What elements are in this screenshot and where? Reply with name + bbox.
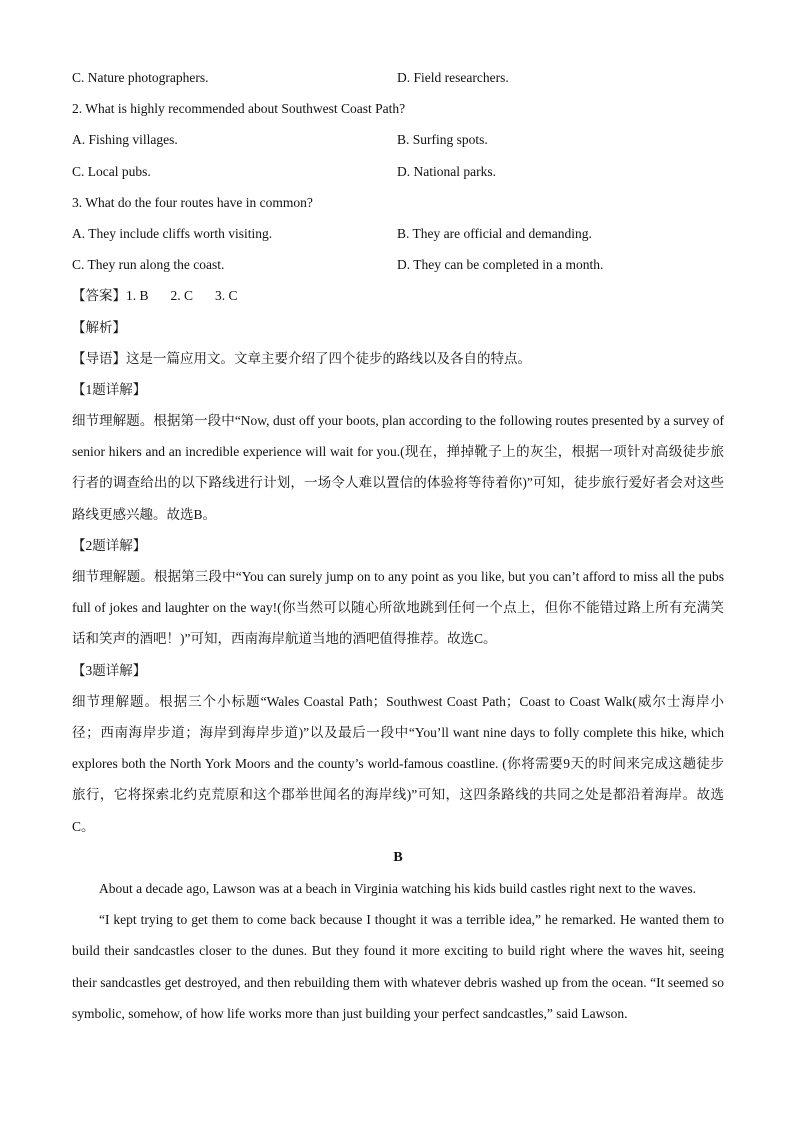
q2-options-cd <box>72 156 724 187</box>
q3-options-ab <box>72 218 724 249</box>
q1-option-c: C. Nature photographers. <box>72 70 209 85</box>
q3-option-a: A. They include cliffs worth visiting. <box>72 225 273 241</box>
answer-1: 1. B <box>126 288 149 304</box>
q2-options-ab <box>72 124 724 155</box>
guide-text: 【导语】这是一篇应用文。文章主要介绍了四个徒步的路线以及各自的特点。 <box>72 350 531 366</box>
q2-option-c: C. Local pubs. <box>72 163 151 179</box>
q3-option-b: B. They are official and demanding. <box>397 225 592 241</box>
q3-stem: 3. What do the four routes have in common? <box>72 194 313 210</box>
q2-option-d: D. National parks. <box>397 163 496 179</box>
detail2-text: 细节理解题。根据第三段中“You can surely jump on to any point as you like, but you can’t afford to miss all the pubs full of jokes and laughter on the way!(你当然可以随心所欲地跳到任何一个点上，但你不能错过路上所有充满笑话和笑声的酒吧！)”可知，西南海岸航道当地的酒吧值得推荐。故选C。 <box>72 569 724 647</box>
detail3-text: 细节理解题。根据三个小标题“Wales Coastal Path；Southwest Coast Path；Coast to Coast Walk(威尔士海岸小径；西南海岸步道；海岸到海岸步道)”以及最后一段中“You’ll want nine days to folly complete this hike, which explores both the North York Moors and the county’s world-famous coastline. (你将需要9天的时间来完成这趟徒步旅行，它将探索北约克荒原和这个郡举世闻名的海岸线)”可知，这四条路线的共同之处是都沿着海岸。故选C。 <box>72 693 724 834</box>
detail1-text: 细节理解题。根据第一段中“Now, dust off your boots, plan according to the following routes presented by a survey of senior hikers and an incredible experience will wait for you.(现在，掸掉靴子上的灰尘，根据一项针对高级徒步旅行者的调查给出的以下路线进行计划，一场令人难以置信的体验将等待着你)”可知，徒步旅行爱好者会对这些路线更感兴趣。故选B。 <box>72 413 724 522</box>
detail1-heading: 【1题详解】 <box>72 381 147 397</box>
detail2-heading: 【2题详解】 <box>72 537 147 553</box>
q3-option-d: D. They can be completed in a month. <box>397 257 604 273</box>
answer-3: 3. C <box>215 288 238 304</box>
answer-label: 【答案】 <box>72 288 126 304</box>
q2-stem: 2. What is highly recommended about Southwest Coast Path? <box>72 101 406 117</box>
q1-options-cd <box>72 62 724 93</box>
section-b-paragraph-1: About a decade ago, Lawson was at a beach in Virginia watching his kids build castles right next to the waves. <box>99 881 697 897</box>
section-b-paragraph-2: “I kept trying to get them to come back because I thought it was a terrible idea,” he remarked. He wanted them to build their sandcastles closer to the dunes. But they found it more exciting to build right where the waves hit, seeing their sandcastles get destroyed, and then rebuilding them with whatever debris washed up from the ocean. “It seemed so symbolic, somehow, of how life works more than just building your perfect sandcastles,” said Lawson. <box>72 912 724 1021</box>
q1-option-d: D. Field researchers. <box>397 70 509 85</box>
analysis-heading: 【解析】 <box>72 319 126 335</box>
q3-option-c: C. They run along the coast. <box>72 257 225 273</box>
detail3-heading: 【3题详解】 <box>72 662 147 678</box>
q2-option-b: B. Surfing spots. <box>397 132 488 148</box>
section-b-title: B <box>393 849 403 865</box>
answer-line <box>72 280 724 311</box>
answer-2: 2. C <box>170 288 194 304</box>
q2-option-a: A. Fishing villages. <box>72 132 178 148</box>
document-page <box>72 62 724 1029</box>
q3-options-cd <box>72 249 724 280</box>
